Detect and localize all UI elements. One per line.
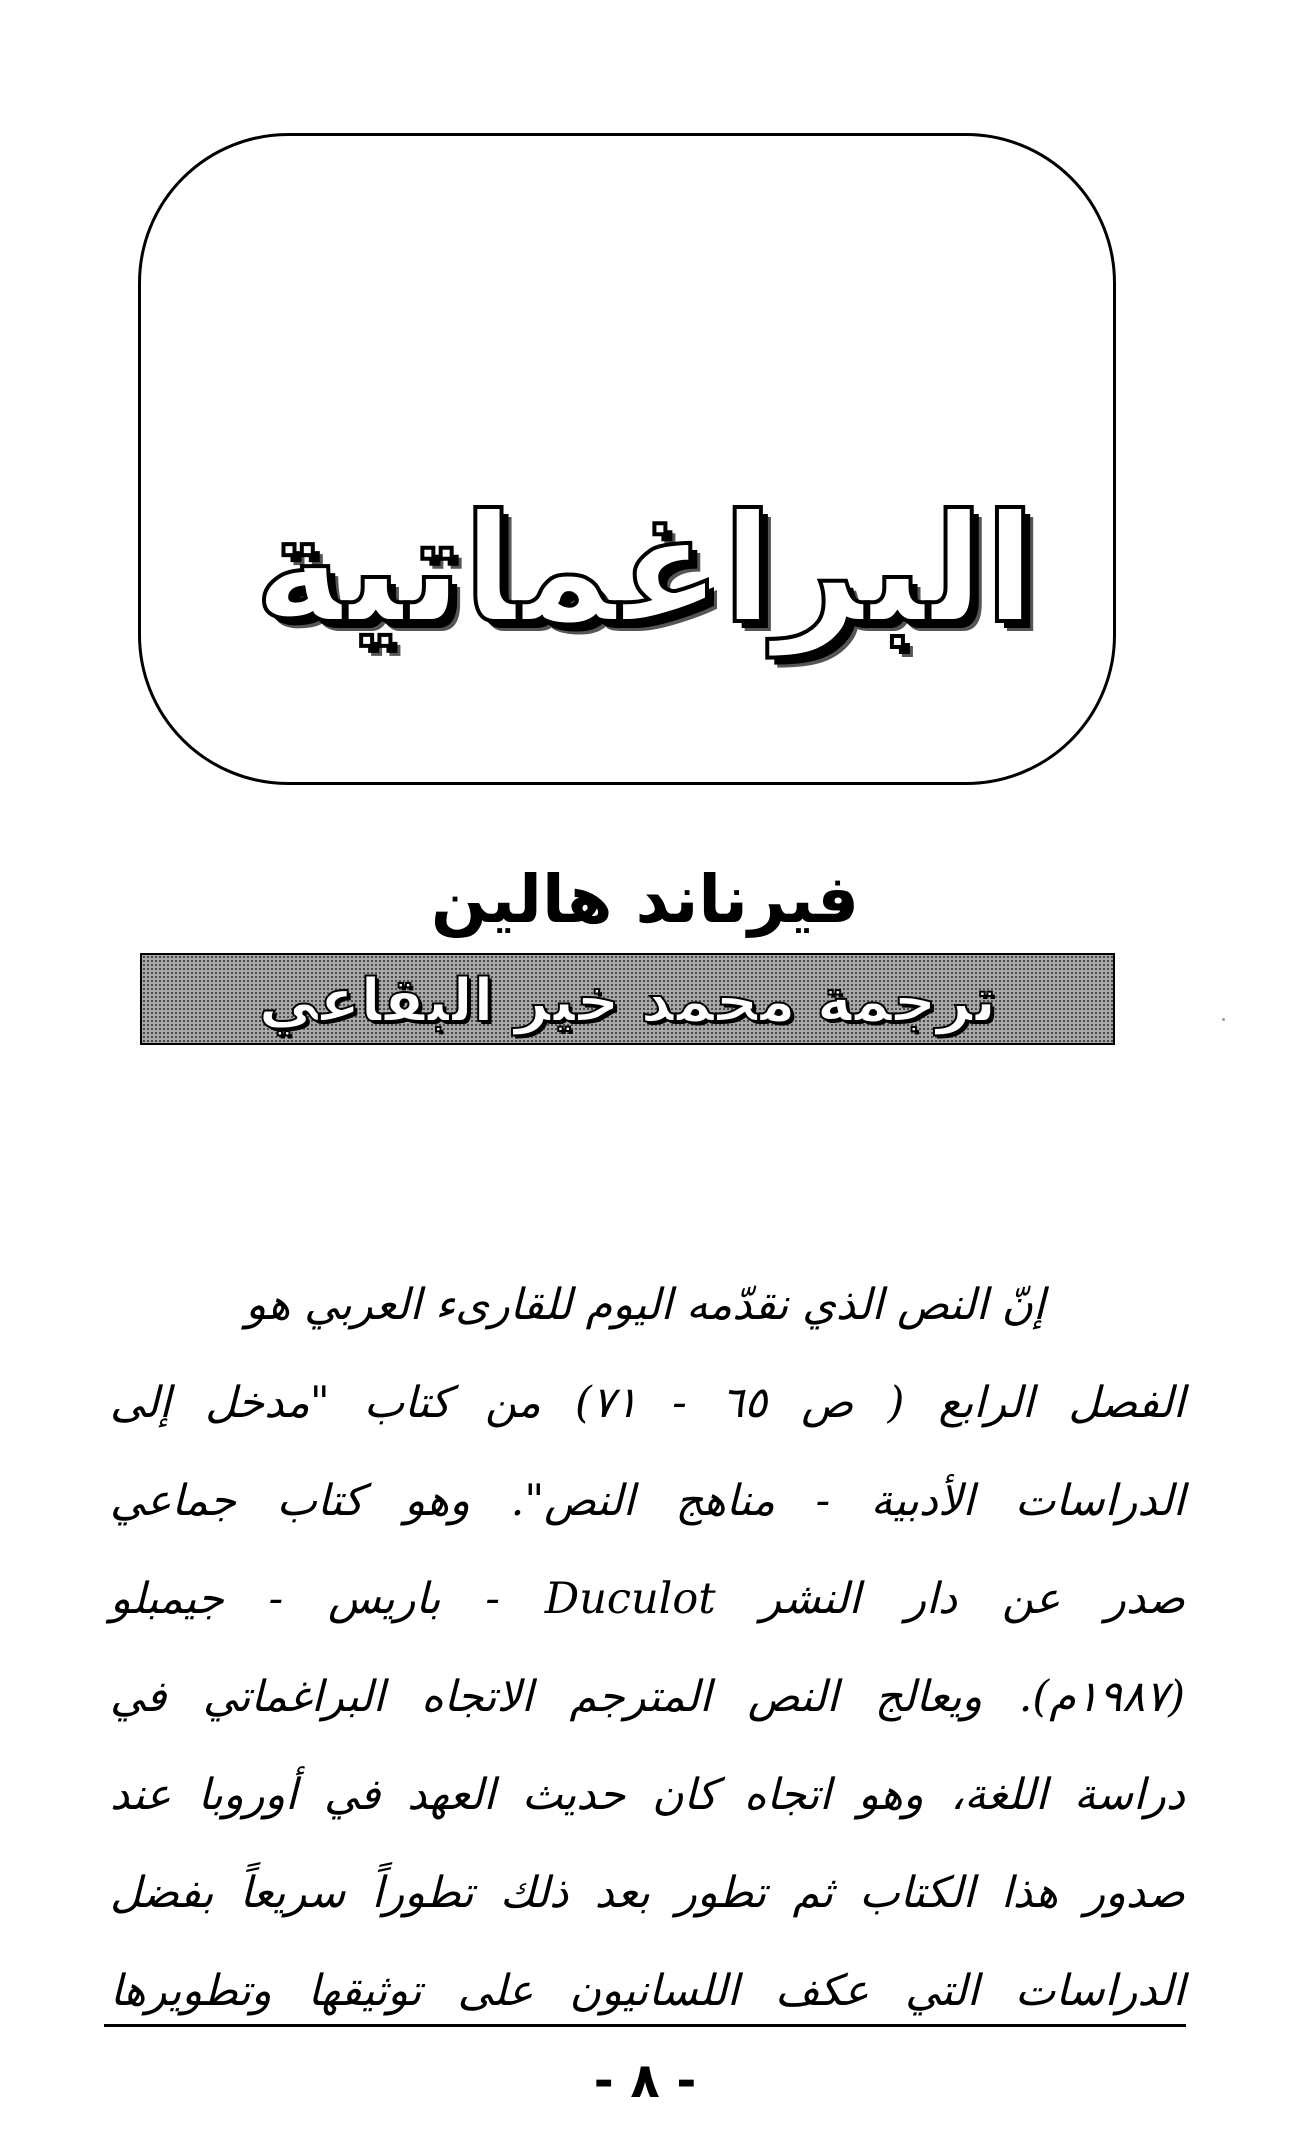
body-line: إنّ النص الذي نقدّمه اليوم للقارىء العربي هو bbox=[245, 1280, 1045, 1330]
scan-speck bbox=[1222, 1018, 1225, 1021]
footer-rule bbox=[104, 2024, 1186, 2027]
translator-banner bbox=[140, 953, 1115, 1045]
chapter-title: البراغماتية bbox=[254, 483, 1036, 657]
body-paragraph bbox=[110, 1256, 1185, 2040]
body-line: (١٩٨٧م). ويعالج النص المترجم الاتجاه البراغماتي في bbox=[110, 1672, 1185, 1722]
author-name: فيرناند هالين bbox=[430, 861, 860, 938]
body-line-with-publisher bbox=[110, 1550, 1185, 1648]
body-line-segment: - باريس - جيمبلو bbox=[110, 1574, 500, 1624]
body-line: الدراسات الأدبية - مناهج النص". وهو كتاب جماعي bbox=[110, 1476, 1185, 1526]
translator-credit: ترجمة محمد خير البقاعي bbox=[258, 966, 997, 1036]
body-line-segment: صدر عن دار النشر bbox=[760, 1574, 1186, 1624]
body-line: دراسة اللغة، وهو اتجاه كان حديث العهد في أوروبا عند bbox=[110, 1770, 1185, 1820]
body-line: الدراسات التي عكف اللسانيون على توثيقها وتطويرها bbox=[110, 1966, 1185, 2016]
page-number: - ٨ - bbox=[593, 2053, 697, 2109]
title-frame bbox=[138, 133, 1116, 785]
body-line: صدور هذا الكتاب ثم تطور بعد ذلك تطوراً سريعاً بفضل bbox=[110, 1868, 1185, 1918]
body-line: الفصل الرابع ( ص ٦٥ - ٧١) من كتاب "مدخل إلى bbox=[110, 1378, 1185, 1428]
publisher-name: Duculot bbox=[544, 1574, 716, 1624]
